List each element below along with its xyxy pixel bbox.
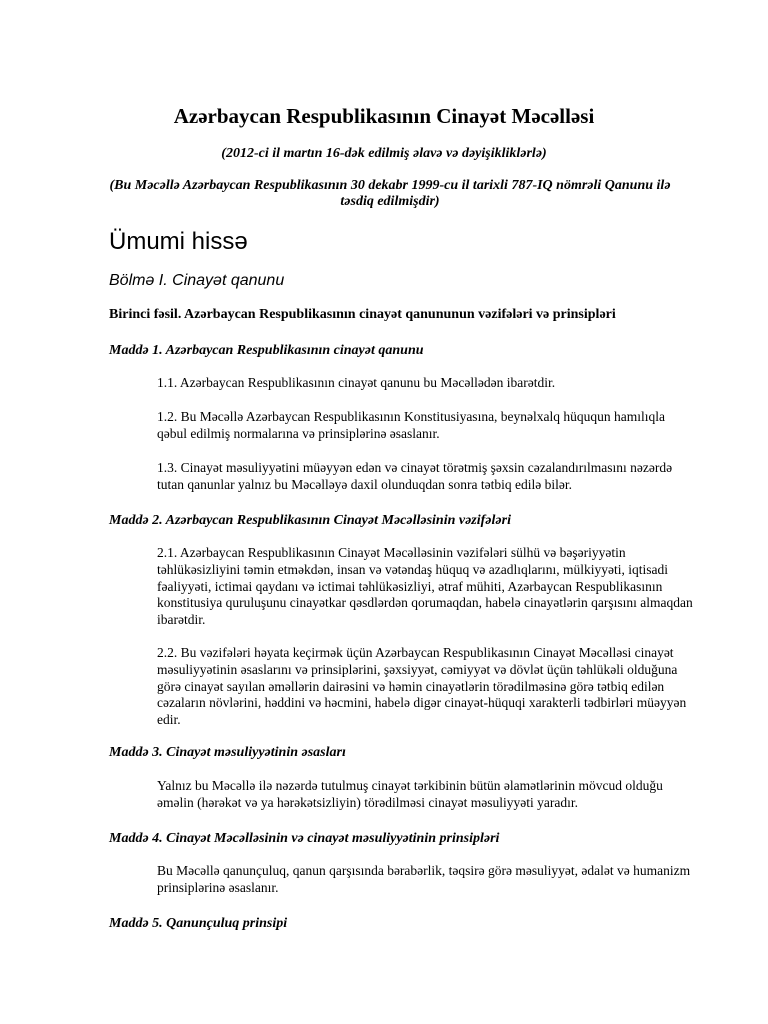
article-4-paragraph-1: Bu Məcəllə qanunçuluq, qanun qarşısında bərabərlik, təqsirə görə məsuliyyət, ədalət və humanizm prinsiplərinə əsaslanır. [157, 863, 691, 895]
document-title: Azərbaycan Respublikasının Cinayət Məcəlləsi [173, 104, 595, 128]
article-4-heading: Maddə 4. Cinayət Məcəlləsinin və cinayət məsuliyyətinin prinsipləri [109, 831, 500, 846]
chapter-heading: Birinci fəsil. Azərbaycan Respublikasının cinayət qanununun vəzifələri və prinsipləri [109, 307, 616, 322]
article-1-heading: Maddə 1. Azərbaycan Respublikasının cinayət qanunu [109, 343, 424, 358]
article-5-heading: Maddə 5. Qanunçuluq prinsipi [109, 916, 288, 931]
section-heading: Bölmə I. Cinayət qanunu [109, 272, 285, 289]
article-2-paragraph-1: 2.1. Azərbaycan Respublikasının Cinayət Məcəlləsinin vəzifələri sülhü və bəşəriyyətin təhlükəsizliyini təmin etməkdən, insan və vətəndaş hüquq və azadlıqlarını, mülkiyyəti, iqtisadi fəaliyyəti, ictimai qaydanı və ictimai təhlükəsizliyi, ətraf mühiti, Azərbaycan Respublikasının konstitusiya quruluşunu cinayətkar qəsdlərdən qorumaqdan, habelə cinayətlərin qarşısını almaqdan ibarətdir. [157, 545, 693, 628]
article-1-paragraph-2: 1.2. Bu Məcəllə Azərbaycan Respublikasının Konstitusiyasına, beynəlxalq hüququn hamılıqla qəbul edilmiş normalarına və prinsiplərinə əsaslanır. [157, 409, 666, 441]
article-3-paragraph-1: Yalnız bu Məcəllə ilə nəzərdə tutulmuş cinayət tərkibinin bütün əlamətlərinin mövcud olduğu əməlin (hərəkət və ya hərəkətsizliyin) törədilməsi cinayət məsuliyyəti yaradır. [157, 778, 663, 810]
article-2-heading: Maddə 2. Azərbaycan Respublikasının Cinayət Məcəlləsinin vəzifələri [109, 513, 511, 528]
article-1-paragraph-1: 1.1. Azərbaycan Respublikasının cinayət qanunu bu Məcəllədən ibarətdir. [157, 375, 556, 390]
article-3-heading: Maddə 3. Cinayət məsuliyyətinin əsasları [109, 745, 346, 760]
article-1-paragraph-3: 1.3. Cinayət məsuliyyətini müəyyən edən və cinayət törətmiş şəxsin cəzalandırılmasını nəzərdə tutan qanunlar yalnız bu Məcəlləyə daxil olunduqdan sonra tətbiq edilə bilər. [157, 460, 673, 492]
part-heading: Ümumi hissə [109, 228, 248, 255]
document-subtitle: (2012-ci il martın 16-dək edilmiş əlavə və dəyişikliklərlə) [221, 146, 547, 161]
article-2-paragraph-2: 2.2. Bu vəzifələri həyata keçirmək üçün Azərbaycan Respublikasının Cinayət Məcəlləsi cinayət məsuliyyətinin əsaslarını və prinsiplərini, şəxsiyyət, cəmiyyət və dövlət üçün təhlükəli olduğuna görə cinayət sayılan əməllərin dairəsini və həmin cinayətlərin törədilməsinə görə tətbiq edilən cəzaların növlərini, həddini və həcmini, habelə digər cinayət-hüquqi xarakterli tədbirləri müəyyən edir. [157, 645, 687, 728]
approval-note: (Bu Məcəllə Azərbaycan Respublikasının 30 dekabr 1999-cu il tarixli 787-IQ nömrəli Qanunu ilə təsdiq edilmişdir) [109, 178, 671, 209]
